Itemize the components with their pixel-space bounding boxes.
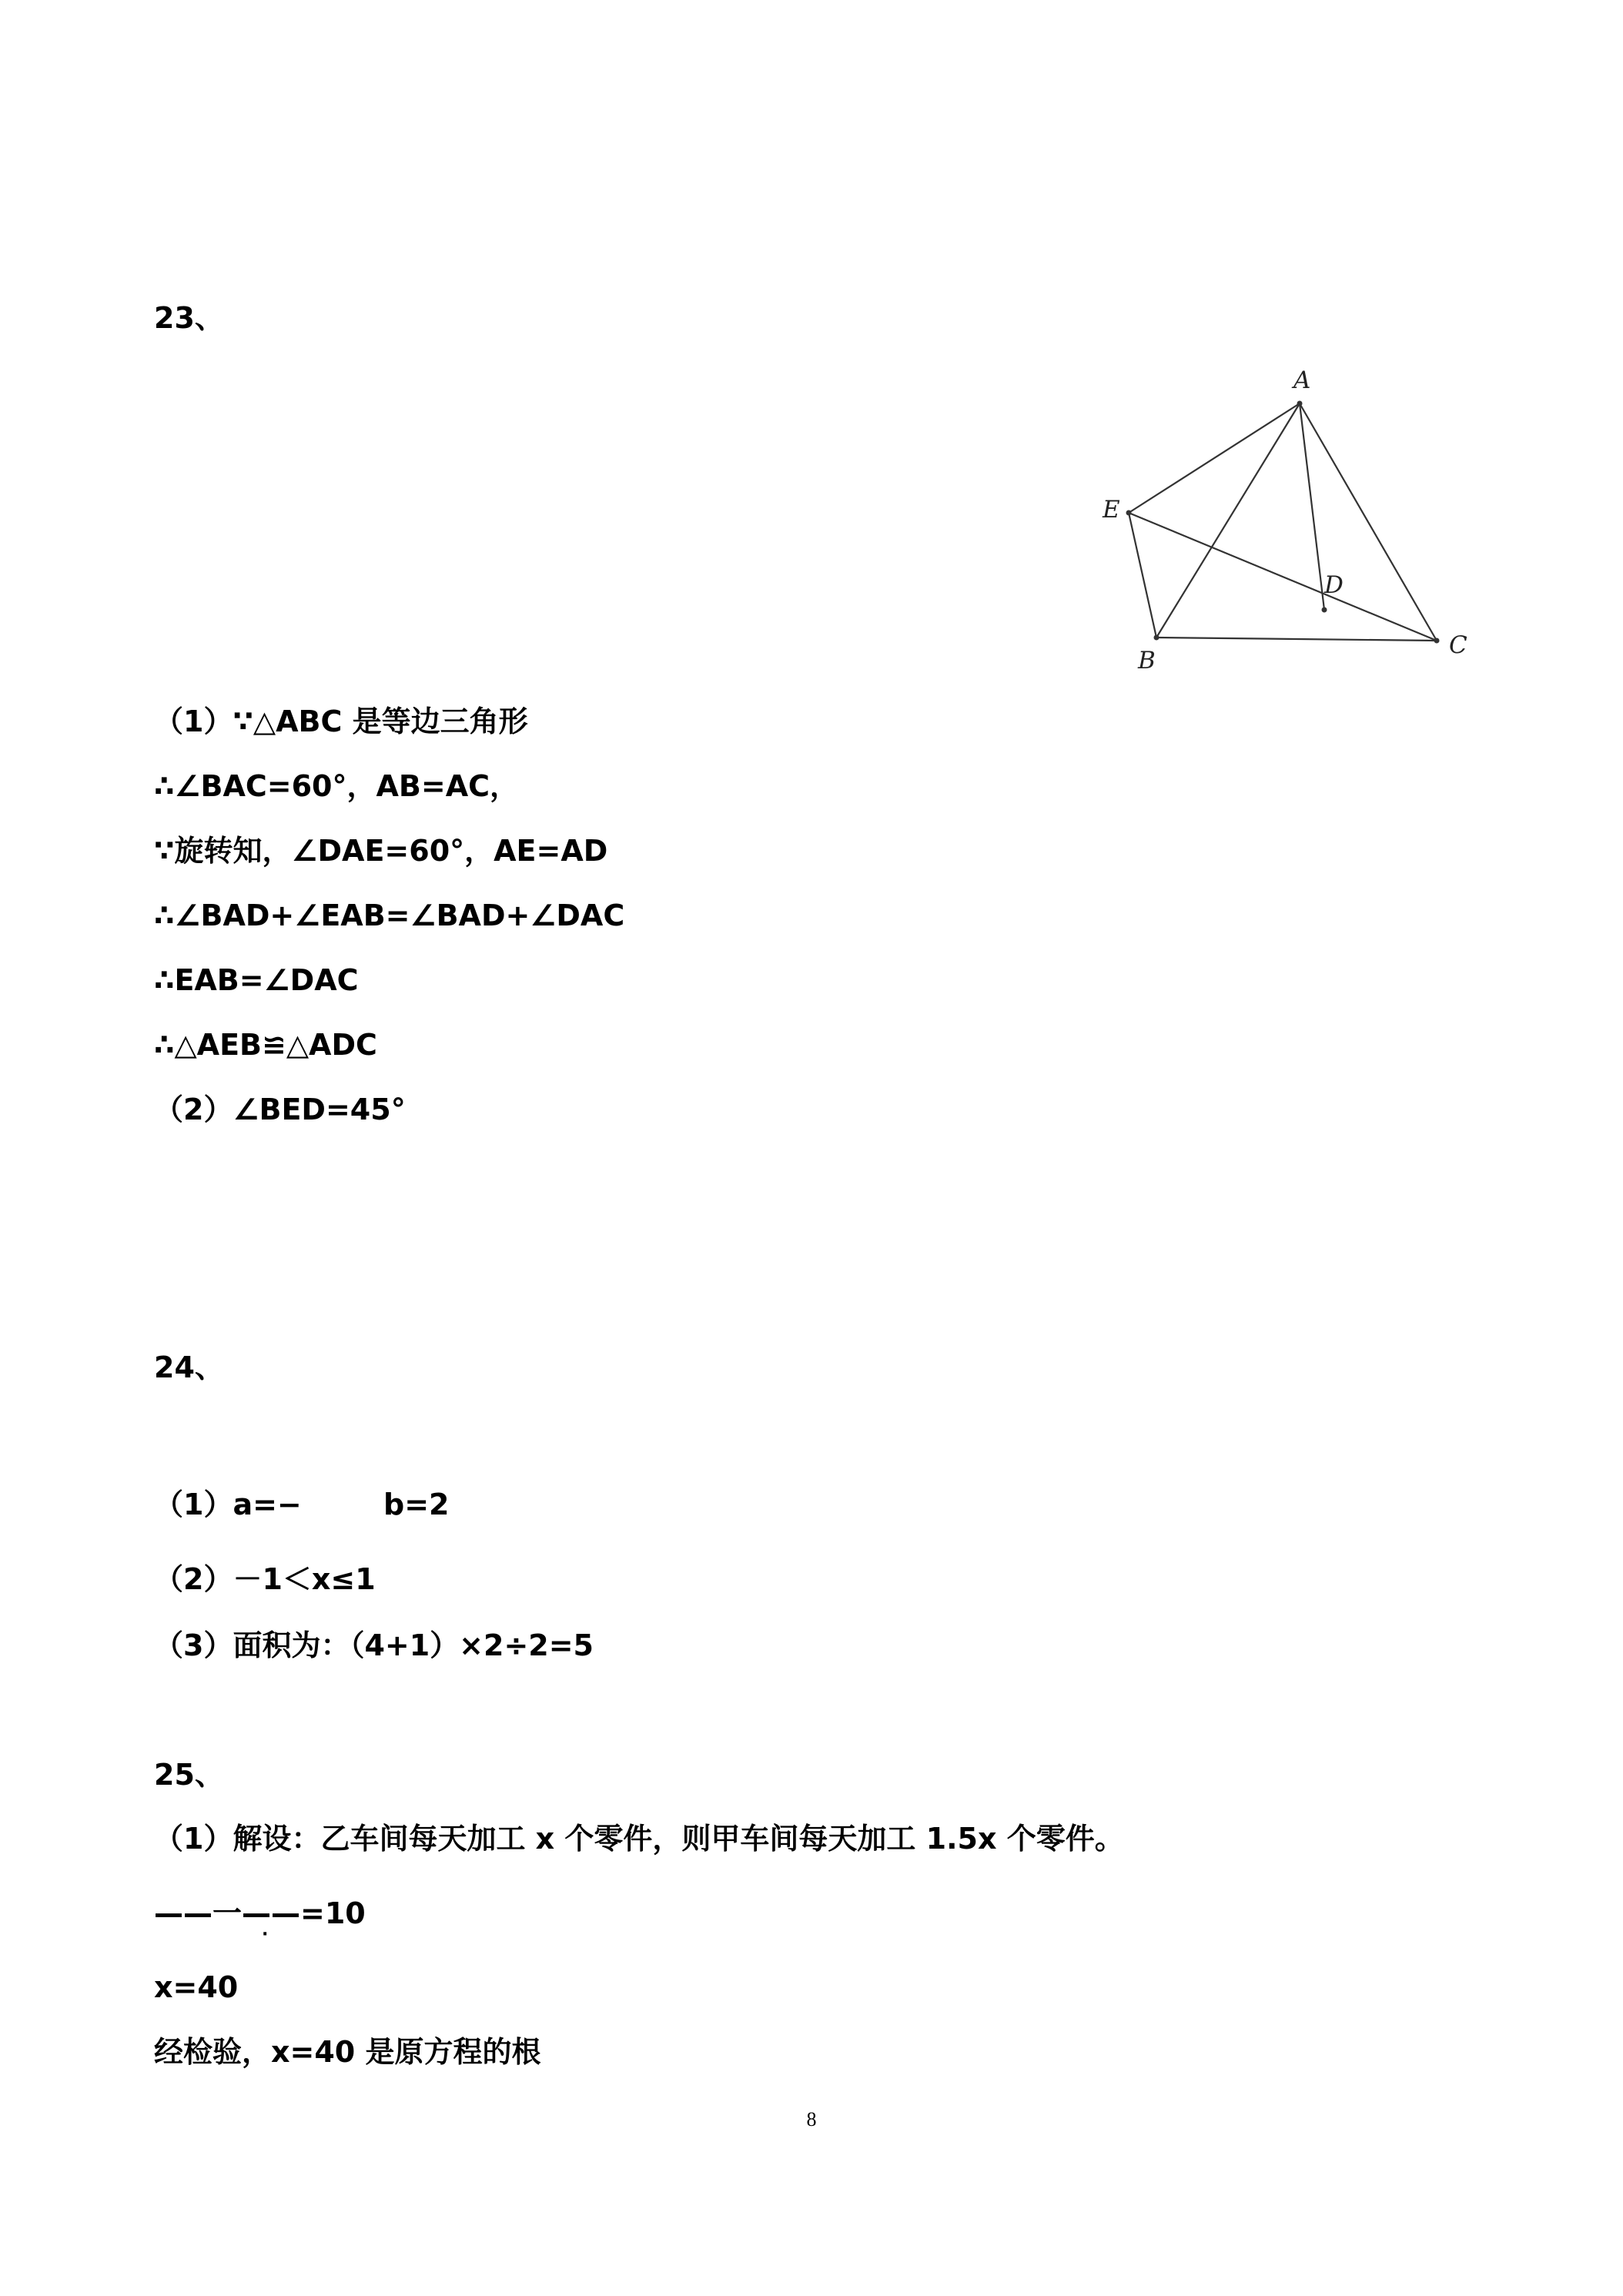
segment-ec — [1129, 513, 1437, 641]
geometry-figure — [1078, 354, 1494, 693]
problem-23-line-1: （1）∵△ABC 是等边三角形 — [154, 705, 528, 738]
problem-25-solution: x=40 — [154, 1970, 239, 2004]
segment-ad — [1300, 403, 1324, 610]
label-d: D — [1324, 571, 1344, 599]
point-a — [1297, 401, 1303, 407]
problem-25-line-1: （1）解设：乙车间每天加工 x 个零件，则甲车间每天加工 1.5x 个零件。 — [154, 1822, 1124, 1856]
label-e: E — [1103, 496, 1120, 524]
segment-ea — [1129, 403, 1300, 513]
problem-25-number: 25、 — [154, 1758, 224, 1792]
problem-24-line-2: （2）－1＜x≤1 — [154, 1562, 376, 1596]
point-d — [1322, 607, 1327, 613]
label-a: A — [1293, 366, 1311, 394]
point-b — [1154, 635, 1160, 641]
problem-24-line-1-b: b=2 — [383, 1488, 450, 1521]
problem-24-number: 24、 — [154, 1350, 224, 1384]
problem-23-line-2: ∴∠BAC=60°，AB=AC， — [154, 769, 519, 803]
figure-points — [1126, 401, 1440, 644]
problem-25-equation: ——一——=10 — [154, 1896, 366, 1930]
problem-23-line-3: ∵旋转知，∠DAE=60°，AE=AD — [154, 834, 608, 868]
label-c: C — [1449, 631, 1467, 659]
problem-23-number: 23、 — [154, 301, 224, 335]
page-number: 8 — [806, 2108, 817, 2130]
problem-23-line-4: ∴∠BAD+∠EAB=∠BAD+∠DAC — [154, 899, 625, 932]
point-e — [1126, 510, 1132, 516]
problem-25-check: 经检验，x=40 是原方程的根 — [154, 2035, 541, 2069]
fraction-dot: · — [262, 1925, 269, 1944]
problem-23-line-5: ∴EAB=∠DAC — [154, 963, 359, 997]
problem-23-line-7: （2）∠BED=45° — [154, 1093, 406, 1126]
segment-ab — [1156, 403, 1300, 638]
segment-eb — [1129, 513, 1156, 638]
figure-lines — [1129, 403, 1437, 641]
segment-bc — [1156, 638, 1437, 641]
problem-24-line-3: （3）面积为：（4+1）×2÷2=5 — [154, 1628, 594, 1662]
problem-24-line-1-a: （1）a=− — [154, 1488, 302, 1521]
segment-ac — [1300, 403, 1437, 641]
label-b: B — [1138, 647, 1156, 674]
problem-23-line-6: ∴△AEB≌△ADC — [154, 1028, 377, 1062]
point-c — [1434, 638, 1440, 644]
